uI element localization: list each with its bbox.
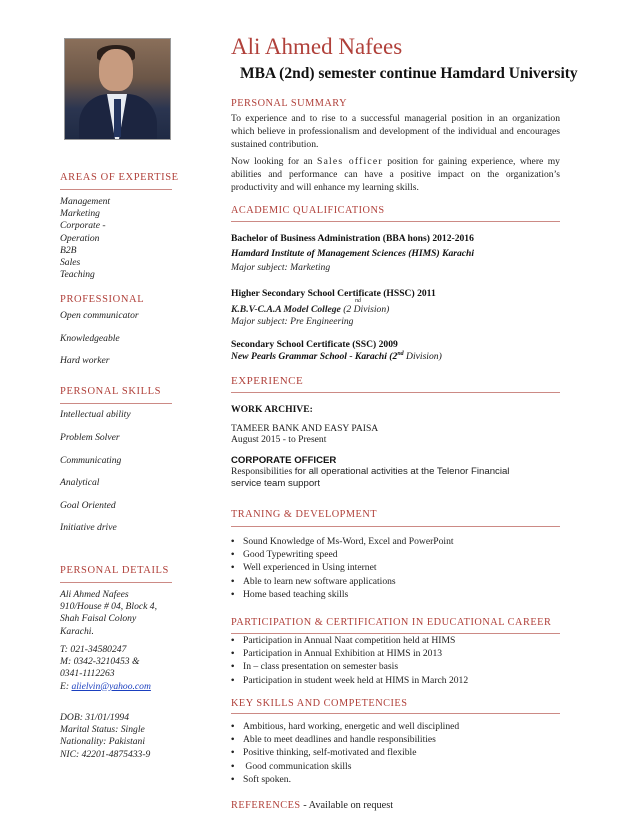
- phone-line: M: 0342-3210453 &: [60, 656, 140, 668]
- list-item: • Able to learn new software applications: [231, 575, 454, 588]
- personal-info-block: [60, 712, 150, 761]
- expertise-list: [60, 196, 110, 281]
- divider: [60, 189, 172, 190]
- references-heading: REFERENCES: [231, 800, 301, 811]
- list-item: Operation: [60, 232, 100, 244]
- list-item: • Soft spoken.: [231, 773, 459, 786]
- list-item: Open communicator: [60, 310, 139, 321]
- list-item: Hard worker: [60, 355, 110, 366]
- references-text: - Available on request: [300, 800, 394, 811]
- key-skills-heading: KEY SKILLS AND COMPETENCIES: [231, 698, 408, 709]
- list-item: • Sound Knowledge of Ms-Word, Excel and PowerPoint: [231, 535, 454, 548]
- list-item: Goal Oriented: [60, 500, 116, 511]
- list-item: Initiative drive: [60, 522, 117, 533]
- address-line: Ali Ahmed Nafees: [60, 589, 129, 600]
- list-item: Communicating: [60, 455, 122, 466]
- list-item: • Able to meet deadlines and handle responsibilities: [231, 733, 459, 746]
- list-item: Management: [60, 196, 111, 207]
- academic-heading: ACADEMIC QUALIFICATIONS: [231, 205, 385, 216]
- bba-title: Bachelor of Business Administration (BBA hons) 2012-2016: [231, 233, 474, 244]
- address-block: [60, 589, 157, 638]
- company-name: TAMEER BANK AND EASY PAISA: [231, 423, 379, 434]
- divider: [231, 526, 560, 527]
- list-item: • In – class presentation on semester basis: [231, 660, 468, 673]
- list-item: • Participation in Annual Exhibition at HIMS in 2013: [231, 647, 468, 660]
- divider: [60, 403, 172, 404]
- divider: [231, 713, 560, 714]
- participation-list: [231, 634, 468, 687]
- list-item: Problem Solver: [60, 432, 120, 443]
- ssc-title: Secondary School Certificate (SSC) 2009: [231, 339, 398, 350]
- list-item: Analytical: [60, 477, 100, 488]
- hssc-title: Higher Secondary School Certificate (HSSC) 2011: [231, 288, 436, 299]
- personal-skills-heading: PERSONAL SKILLS: [60, 386, 162, 397]
- list-item: Teaching: [60, 269, 95, 281]
- divider: [231, 221, 560, 222]
- divider: [231, 392, 560, 393]
- references-line: [231, 800, 393, 811]
- hssc-major: Major subject: Pre Engineering: [231, 316, 354, 327]
- bba-major: Major subject: Marketing: [231, 262, 331, 273]
- job-responsibilities: Responsibilities for all operational activities at the Telenor Financial service team support: [231, 466, 510, 489]
- ssc-institute: New Pearls Grammar School - Karachi (2nd Division): [231, 351, 442, 363]
- phone-line: T: 021-34580247: [60, 644, 127, 655]
- phone-line: 0341-1112263: [60, 668, 115, 680]
- nationality-line: Nationality: Pakistani: [60, 736, 146, 748]
- list-item: • Good communication skills: [231, 760, 459, 773]
- target-role: Sales officer: [317, 156, 383, 167]
- list-item: B2B: [60, 244, 77, 256]
- address-line: Karachi.: [60, 625, 94, 637]
- summary-paragraph-2: Now looking for an Sales officer position for gaining experience, where my abilities and performance can have a positive impact on the organization’s productivity and will enhance my learning skills.: [231, 156, 560, 193]
- candidate-name: Ali Ahmed Nafees: [231, 34, 403, 59]
- list-item: • Good Typewriting speed: [231, 548, 454, 561]
- personal-details-heading: PERSONAL DETAILS: [60, 565, 169, 576]
- list-item: • Ambitious, hard working, energetic and well disciplined: [231, 720, 459, 733]
- expertise-heading: AREAS OF EXPERTISE: [60, 172, 179, 183]
- experience-heading: EXPERIENCE: [231, 375, 304, 387]
- work-archive-label: WORK ARCHIVE:: [231, 404, 313, 415]
- hssc-institute: K.B.V-C.A.A Model College (2 Division): [231, 304, 390, 315]
- bba-institute: Hamdard Institute of Management Sciences (HIMS) Karachi: [231, 248, 475, 259]
- summary-paragraph-1: To experience and to rise to a successful managerial position in an organization which believe in professionalism and development of the individual and encourages sustained contribution.: [231, 113, 560, 150]
- list-item: Corporate -: [60, 220, 106, 232]
- participation-heading: PARTICIPATION & CERTIFICATION IN EDUCATIONAL CAREER: [231, 617, 552, 628]
- job-role: CORPORATE OFFICER: [231, 455, 337, 466]
- superscript: nd: [355, 298, 361, 304]
- address-line: 910/House # 04, Block 4,: [60, 601, 157, 613]
- list-item: • Participation in Annual Naat competition held at HIMS: [231, 634, 468, 647]
- email-link[interactable]: alielvin@yahoo.com: [71, 680, 151, 692]
- list-item: Sales: [60, 257, 81, 269]
- employment-dates: August 2015 - to Present: [231, 434, 327, 445]
- key-skills-list: [231, 720, 459, 786]
- divider: [60, 582, 172, 583]
- training-list: [231, 535, 454, 601]
- summary-heading: PERSONAL SUMMARY: [231, 98, 348, 109]
- profile-photo: [64, 38, 171, 140]
- list-item: Intellectual ability: [60, 409, 131, 420]
- email-line: E: alielvin@yahoo.com: [60, 680, 151, 692]
- list-item: • Well experienced in Using internet: [231, 561, 454, 574]
- professional-heading: PROFESSIONAL: [60, 294, 145, 305]
- nic-line: NIC: 42201-4875433-9: [60, 748, 151, 760]
- marital-line: Marital Status: Single: [60, 724, 145, 736]
- list-item: • Home based teaching skills: [231, 588, 454, 601]
- dob-line: DOB: 31/01/1994: [60, 712, 130, 723]
- candidate-subtitle: MBA (2nd) semester continue Hamdard University: [240, 65, 578, 82]
- list-item: Marketing: [60, 208, 100, 220]
- list-item: Knowledgeable: [60, 333, 120, 344]
- list-item: • Positive thinking, self-motivated and flexible: [231, 746, 459, 759]
- training-heading: TRANING & DEVELOPMENT: [231, 509, 378, 520]
- address-line: Shah Faisal Colony: [60, 613, 137, 625]
- contact-block: [60, 644, 151, 693]
- list-item: • Participation in student week held at HIMS in March 2012: [231, 674, 468, 687]
